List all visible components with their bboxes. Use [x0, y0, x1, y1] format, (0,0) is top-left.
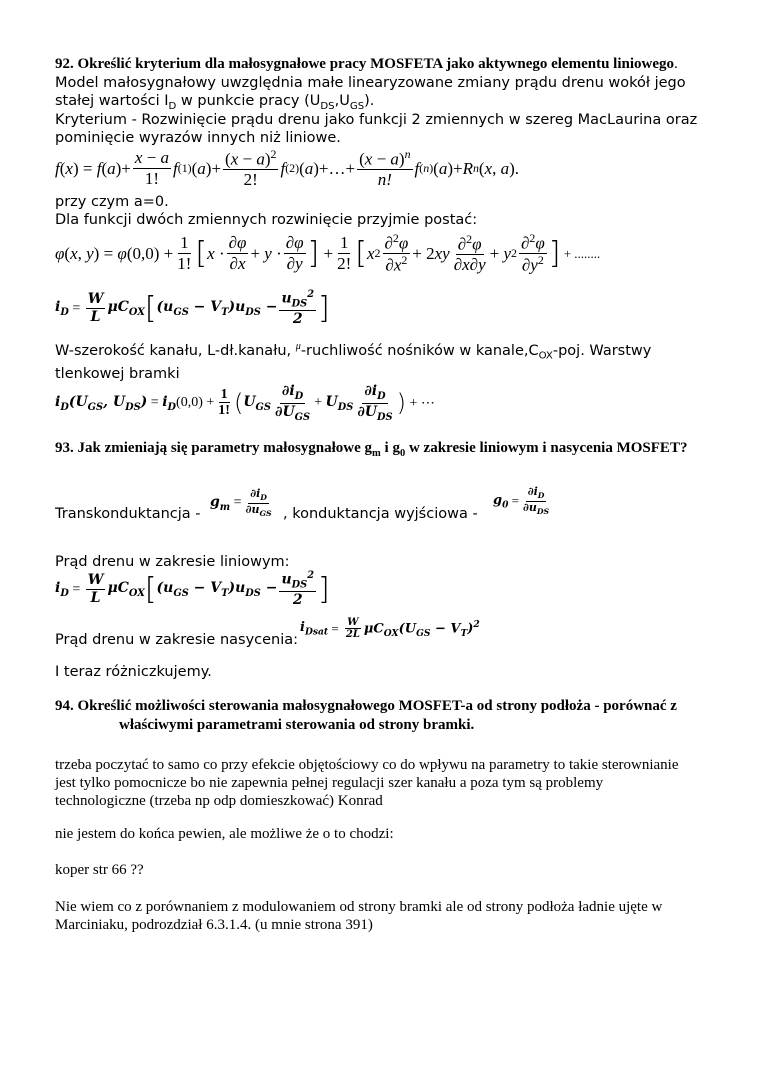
- q92-line1: Model małosygnałowy uwzględnia małe linearyzowane zmiany prądu drenu wokół jego: [55, 75, 686, 91]
- q93-title-c: w zakresie liniowym i nasycenia MOSFET?: [405, 440, 688, 456]
- q93-title-sub1: m: [372, 448, 381, 459]
- q92-legend-sub: OX: [538, 350, 553, 362]
- konduktancja-label: , konduktancja wyjściowa -: [283, 506, 478, 522]
- q93-sat-label: Prąd drenu w zakresie nasycenia:: [55, 632, 299, 648]
- q92-line2-d: ).: [364, 93, 375, 109]
- q92-line2-sub3: GS: [349, 100, 365, 112]
- q93-title: [55, 440, 687, 459]
- q92-title: [55, 56, 678, 73]
- id-linear-formula-1: $i_D$ = $\frac{W}{L}$ $\mu C_{OX}$ [ $(u_{GS} - V_T)u_{DS}$ − $\frac{u_{DS}^2}{2}$ ]: [55, 289, 330, 328]
- idsat-formula: $i_{Dsat}$ = $\frac{W}{2L}$ $\mu C_{OX}(U_{GS} - V_T)^2$: [300, 617, 480, 640]
- gm-formula: $g_m$ = $\frac{\partial i_D}{\partial u_{GS}}$: [210, 487, 272, 518]
- q94-answer4-line1: Nie wiem co z porównaniem z modulowaniem od strony bramki ale od strony podłoża ładnie ujęte w: [55, 899, 663, 915]
- q93-title-b: i g: [380, 440, 400, 456]
- taylor-series-formula: f ( x ) = f ( a )+ $\frac{x - a}{1!}$ f (1) ( a )+ $\frac{(x - a)^2}{2!}$ f (2) ( a )+…+ $\frac{(x - a)^n}{n!}$ f (n) ( a )+ R n ( x , a ).: [55, 147, 520, 190]
- q92-legend-c: -poj. Warstwy: [552, 342, 652, 359]
- q92-line6: Dla funkcji dwóch zmiennych rozwinięcie przyjmie postać:: [55, 212, 478, 228]
- q93-lin-label: Prąd drenu w zakresie liniowym:: [55, 554, 290, 570]
- q94-answer1-line3: technologiczne (trzeba np odp domieszkować) Konrad: [55, 793, 383, 809]
- q94-title-line2: właściwymi parametrami sterowania od strony bramki.: [119, 717, 475, 733]
- q92-title-dot: .: [674, 56, 678, 72]
- q92-line5: przy czym a=0.: [55, 194, 169, 210]
- id-expansion-formula: $i_D(U_{GS}$, $U_{DS}$) = $i_D$ (0,0) + $\frac{1}{1!}$ ( $U_{GS}$ $\frac{\partial i_D}{\partial U_{GS}}$ + $U_{DS}$ $\frac{\partial i_D}{\partial U_{DS}}$ ) + ⋯: [55, 383, 435, 423]
- q93-diff-text: I teraz różniczkujemy.: [55, 664, 212, 680]
- q94-answer1-line1: trzeba poczytać to samo co przy efekcie objętościowy co do wpływu na parametry to takie sterownianie: [55, 757, 679, 773]
- q92-legend-a: W-szerokość kanału, L-dł.kanału,: [55, 342, 296, 359]
- transkonduktancja-label: Transkonduktancja -: [55, 506, 201, 522]
- g0-formula: $g_0$ = $\frac{\partial i_D}{\partial u_{DS}}$: [493, 485, 550, 516]
- q94-answer1-line2: jest tylko pomocnicze bo nie zapewnia pełnej regulacji szer kanału a poza tym są problemy: [55, 775, 604, 791]
- q92-line2-c: ,U: [334, 93, 350, 109]
- q92-line2-a: stałej wartości I: [55, 93, 169, 109]
- q92-line2-sub2: DS: [320, 100, 335, 112]
- q92-legend-line2: tlenkowej bramki: [55, 366, 180, 382]
- q92-legend-b: -ruchliwość nośników w kanale,C: [300, 342, 539, 359]
- q93-title-a: 93. Jak zmieniają się parametry małosygnałowe g: [55, 440, 373, 456]
- q92-title-text: 92. Określić kryterium dla małosygnałowe pracy MOSFETA jako aktywnego elementu liniowego: [55, 56, 675, 72]
- q94-answer4-line2: Marciniaku, podrozdział 6.3.1.4. (u mnie strona 391): [55, 917, 373, 933]
- q94-title-line1: 94. Określić możliwości sterowania małosygnałowego MOSFET-a od strony podłoża - porównać z: [55, 698, 677, 714]
- q92-line2: [55, 93, 374, 112]
- q92-line3: Kryterium - Rozwinięcie prądu drenu jako funkcji 2 zmiennych w szereg MacLaurina oraz: [55, 112, 698, 128]
- q92-line2-b: w punkcie pracy (U: [176, 93, 321, 109]
- mu-symbol: μ: [295, 341, 301, 352]
- id-linear-formula-2: $i_D$ = $\frac{W}{L}$ $\mu C_{OX}$ [ $(u_{GS} - V_T)u_{DS}$ − $\frac{u_{DS}^2}{2}$ ]: [55, 570, 330, 609]
- q92-legend-line1: [55, 341, 651, 362]
- q92-line4: pominięcie wyrazów innych niż liniowe.: [55, 130, 341, 146]
- q94-answer3: koper str 66 ??: [55, 862, 144, 878]
- q94-answer2: nie jestem do końca pewien, ale możliwe że o to chodzi:: [55, 826, 394, 842]
- q92-line2-sub1: D: [168, 100, 177, 112]
- two-variable-expansion-formula: φ ( x , y ) = φ (0,0) + $\frac{1}{1!}$ [ x · $\frac{\partial\varphi}{\partial x}$ + y · $\frac{\partial\varphi}{\partial y}$ ] + $\frac{1}{2!}$ [ x 2 $\frac{\partial^2\varphi}{\partial x^2}$ + 2 xy $\frac{\partial^2\varphi}{\partial x\partial y}$ + y 2 $\frac{\partial^2\varphi}{\partial y^2}$ ] + ........: [55, 231, 601, 275]
- q93-title-sub2: 0: [399, 448, 406, 459]
